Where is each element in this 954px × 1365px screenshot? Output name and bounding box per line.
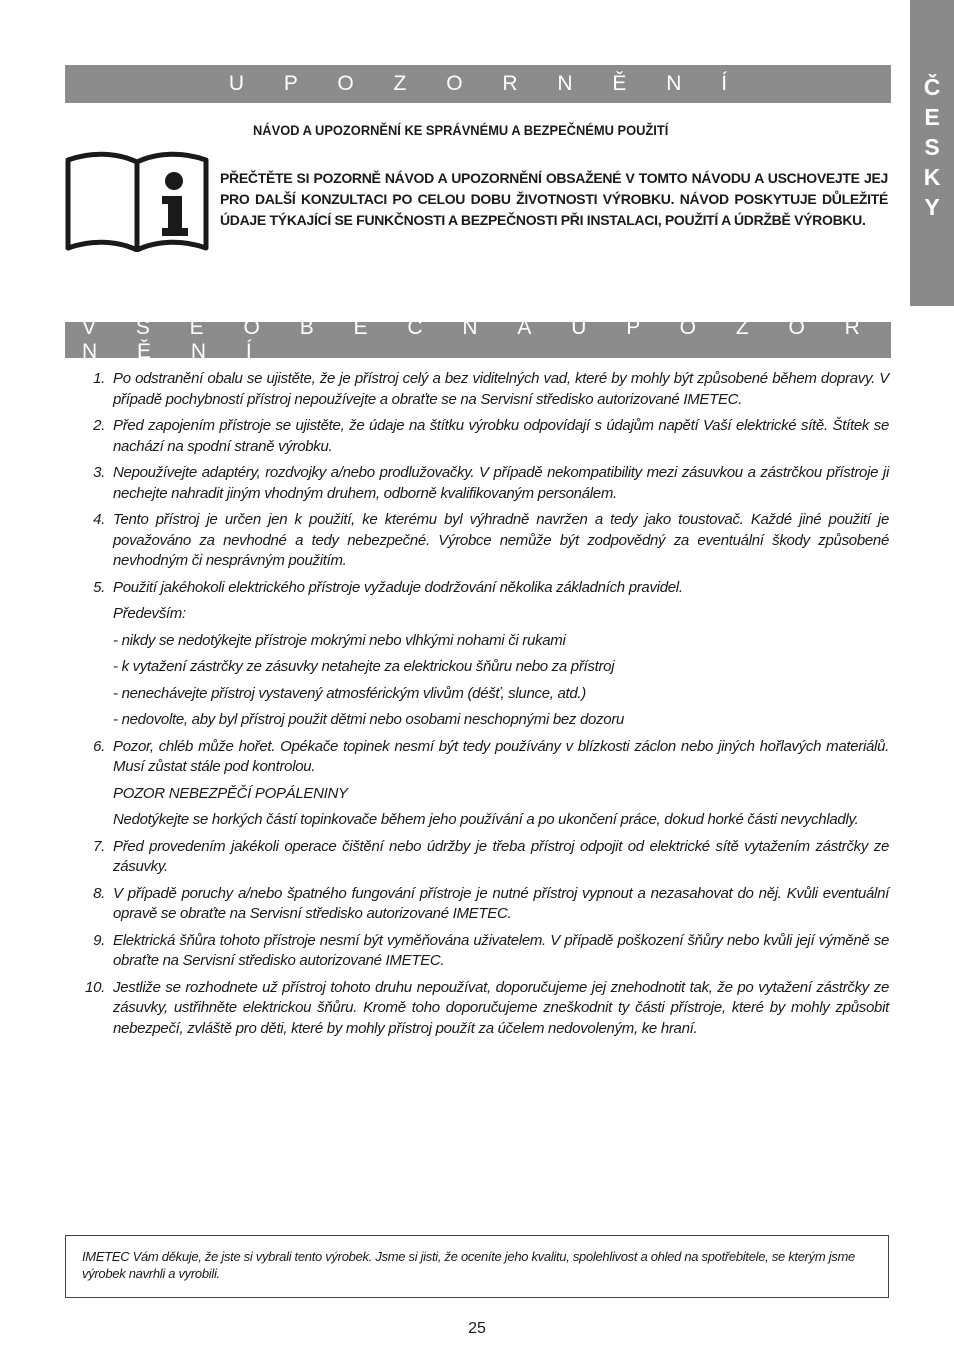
list-item	[80, 416, 889, 457]
list-item	[80, 369, 889, 410]
lang-letter: K	[923, 164, 941, 190]
item-text: V případě poruchy a/nebo špatného fungování přístroje je nutné přístroj vypnout a nezasahovat do něj. Kvůli eventuální opravě se obraťte na Servisní středisko autorizované IMETEC.	[113, 884, 889, 922]
general-warnings-header-title: V Š E O B E C N Á U P O Z O R N Ě N Í	[82, 316, 877, 363]
list-item	[80, 578, 889, 731]
item-number: 6.	[93, 737, 105, 755]
list-item	[80, 463, 889, 504]
item-number: 8.	[93, 884, 105, 902]
thank-you-note: IMETEC Vám děkuje, že jste si vybrali tento výrobek. Jsme si jisti, že oceníte jeho kvalitu, spolehlivost a ohled na spotřebitele, se kterým jsme výrobek navrhli a vyrobili.	[65, 1235, 889, 1298]
list-item	[80, 931, 889, 972]
burn-warning: POZOR NEBEZPĚČÍ POPÁLENINY	[113, 784, 348, 802]
item-text: Tento přístroj je určen jen k použití, ke kterému byl výhradně navržen a tedy jako toustovač. Každé jiné použití je považováno za nevhodné a tedy nebezpečné. Výrobce nemůže být zodpovědný za eventuální škody způsobené nevhodným či nesprávným použitím.	[113, 511, 889, 569]
item-rule: - nikdy se nedotýkejte přístroje mokrými nebo vlhkými nohami či rukami	[113, 631, 566, 649]
item-number: 2.	[93, 417, 105, 434]
lang-letter: Y	[924, 194, 940, 220]
lang-letter: S	[924, 134, 940, 160]
item-text: Pozor, chléb může hořet. Opékače topinek nesmí být tedy používány v blízkosti záclon nebo jiných hořlavých materiálů. Musí zůstat stále pod kontrolou.	[113, 737, 889, 775]
item-rule: - k vytažení zástrčky ze zásuvky netahejte za elektrickou šňůru nebo za přístroj	[113, 658, 615, 675]
item-number: 3.	[93, 464, 105, 481]
item-subtext: Nedotýkejte se horkých částí topinkovače během jeho používání a po ukončení práce, dokud horké části nevychladly.	[113, 811, 859, 828]
item-text: Před provedením jakékoli operace čištění nebo údržby je třeba přístroj odpojit od elektrické sítě vytažením zástrčky ze zásuvky.	[113, 837, 889, 875]
item-rule: - nedovolte, aby byl přístroj použit dětmi nebo osobami neschopnými bez dozoru	[113, 711, 625, 728]
info-book-icon	[64, 146, 210, 252]
item-text: Po odstranění obalu se ujistěte, že je přístroj celý a bez viditelných vad, které by mohly být způsobené během dopravy. V případě pochybností přístroj nepoužívejte a obraťte se na Servisní středisko autorizované IMETEC.	[113, 370, 889, 408]
item-number: 1.	[93, 370, 105, 387]
item-subtext: Především:	[113, 605, 186, 622]
intro-text: PŘEČTĚTE SI POZORNĚ NÁVOD A UPOZORNĚNÍ OBSAŽENÉ V TOMTO NÁVODU A USCHOVEJTE JEJ PRO DALŠÍ KONZULTACI PO CELOU DOBU ŽIVOTNOSTI VÝROBKU. NÁVOD POSKYTUJE DŮLEŽITÉ ÚDAJE TÝKAJÍCÍ SE FUNKČNOSTI A BEZPEČNOSTI PŘI INSTALACI, POUŽITÍ A ÚDRŽBĚ VÝROBKU.	[220, 170, 888, 228]
item-number: 10.	[85, 978, 105, 996]
list-item	[80, 510, 889, 572]
item-rule: - nenechávejte přístroj vystavený atmosférickým vlivům (déšť, slunce, atd.)	[113, 684, 586, 702]
language-tab	[910, 0, 954, 306]
warnings-header	[65, 65, 891, 103]
list-item	[80, 737, 889, 831]
general-warnings-header	[65, 316, 891, 363]
section-subtitle: NÁVOD A UPOZORNĚNÍ KE SPRÁVNÉMU A BEZPEČNÉMU POUŽITÍ	[253, 122, 669, 138]
item-text: Jestliže se rozhodnete už přístroj tohoto druhu nepoužívat, doporučujeme jej znehodnotit tak, že po vytažení zástrčky ze zásuvky, ustřihněte elektrickou šňůru. Kromě toho doporučujeme zneškodnit ty části přístroje, které by mohly způsobit nebezpečí, zvláště pro děti, které by mohly přístroj použít za účelem nedovoleným, ke hraní.	[113, 978, 889, 1037]
warnings-header-title: U P O Z O R N Ě N Í	[228, 72, 745, 95]
list-item	[80, 837, 889, 878]
item-number: 4.	[93, 511, 105, 528]
item-text: Elektrická šňůra tohoto přístroje nesmí být vyměňována uživatelem. V případě poškození šňůry nebo kvůli její výměně se obraťte na Servisní středisko autorizované IMETEC.	[113, 931, 889, 969]
item-number: 7.	[93, 837, 105, 855]
warnings-list	[80, 369, 889, 1045]
lang-letter: Č	[923, 74, 941, 100]
lang-letter: E	[924, 104, 940, 130]
page-number: 25	[468, 1320, 486, 1337]
list-item	[80, 978, 889, 1040]
list-item	[80, 884, 889, 925]
item-number: 9.	[93, 931, 105, 949]
item-number: 5.	[93, 578, 105, 596]
item-text: Použití jakéhokoli elektrického přístroje vyžaduje dodržování několika základních pravidel.	[113, 578, 683, 596]
item-text: Před zapojením přístroje se ujistěte, že údaje na štítku výrobku odpovídají s údajům napětí Vaší elektrické sítě. Štítek se nachází na spodní straně výrobku.	[113, 417, 889, 455]
item-text: Nepoužívejte adaptéry, rozdvojky a/nebo prodlužovačky. V případě nekompatibility mezi zásuvkou a zástrčkou přístroje ji nechejte nahradit jiným vhodným druhem, odborně kvalifikovaným personálem.	[113, 464, 889, 502]
